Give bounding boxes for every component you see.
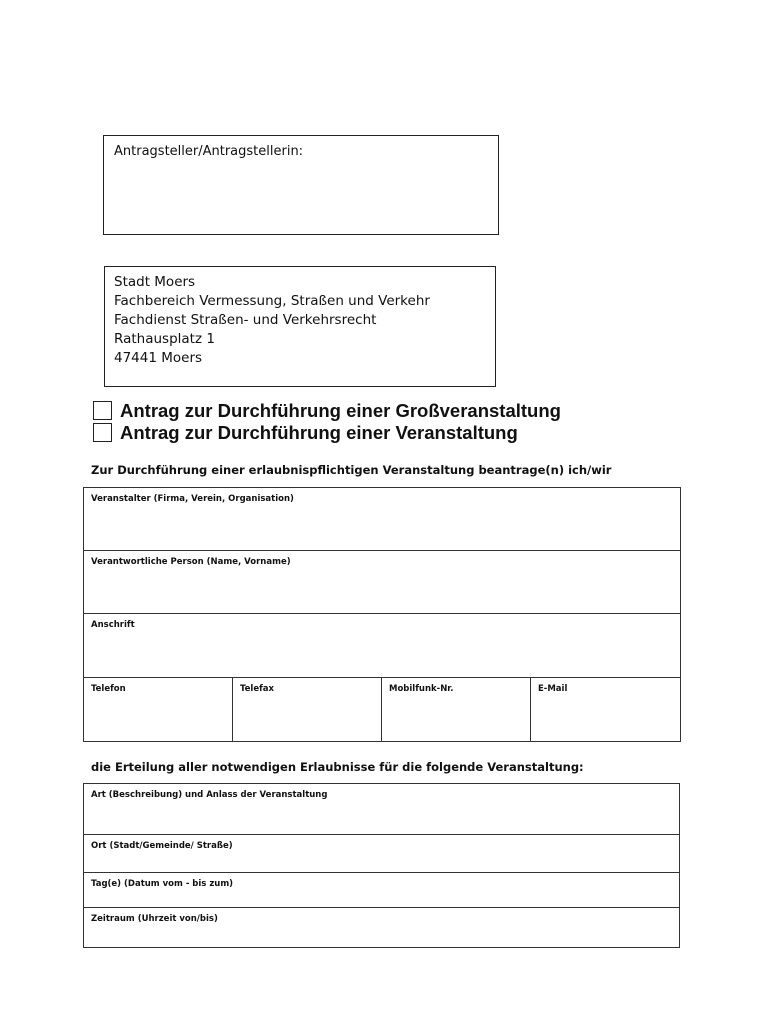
email-label: E-Mail <box>538 684 568 694</box>
telefon-field[interactable] <box>84 678 233 742</box>
tage-field[interactable] <box>84 873 680 908</box>
art-field[interactable] <box>84 784 680 835</box>
organizer-table <box>83 487 681 742</box>
recipient-line-3: Fachdienst Straßen- und Verkehrsrecht <box>114 312 377 328</box>
ort-label: Ort (Stadt/Gemeinde/ Straße) <box>91 841 233 851</box>
option-veranstaltung-label: Antrag zur Durchführung einer Veranstaltung <box>120 422 518 443</box>
mobilfunk-label: Mobilfunk-Nr. <box>389 684 454 694</box>
veranstalter-field[interactable] <box>84 488 681 551</box>
zeitraum-label: Zeitraum (Uhrzeit von/bis) <box>91 914 218 924</box>
checkbox-veranstaltung[interactable] <box>93 423 112 442</box>
checkbox-grossveranstaltung[interactable] <box>93 401 112 420</box>
option-grossveranstaltung-label: Antrag zur Durchführung einer Großveranstaltung <box>120 400 561 421</box>
art-label: Art (Beschreibung) und Anlass der Veranstaltung <box>91 790 328 800</box>
applicant-box[interactable] <box>103 135 499 235</box>
ort-field[interactable] <box>84 835 680 873</box>
recipient-line-5: 47441 Moers <box>114 350 203 366</box>
veranstalter-label: Veranstalter (Firma, Verein, Organisation) <box>91 494 294 504</box>
mobilfunk-field[interactable] <box>382 678 531 742</box>
anschrift-label: Anschrift <box>91 620 135 630</box>
recipient-line-2: Fachbereich Vermessung, Straßen und Verkehr <box>114 293 430 309</box>
recipient-line-1: Stadt Moers <box>114 274 196 290</box>
person-label: Verantwortliche Person (Name, Vorname) <box>91 557 291 567</box>
recipient-address-box <box>104 266 496 387</box>
tage-label: Tag(e) (Datum vom - bis zum) <box>91 879 234 889</box>
event-table <box>83 783 680 948</box>
email-field[interactable] <box>531 678 681 742</box>
applicant-label: Antragsteller/Antragstellerin: <box>114 144 304 159</box>
recipient-line-4: Rathausplatz 1 <box>114 331 215 347</box>
section2-heading: die Erteilung aller notwendigen Erlaubnisse für die folgende Veranstaltung: <box>91 760 584 774</box>
telefax-label: Telefax <box>240 684 275 694</box>
telefon-label: Telefon <box>91 684 126 694</box>
anschrift-field[interactable] <box>84 614 681 678</box>
section1-heading: Zur Durchführung einer erlaubnispflichtigen Veranstaltung beantrage(n) ich/wir <box>91 463 612 477</box>
telefax-field[interactable] <box>233 678 382 742</box>
person-field[interactable] <box>84 551 681 614</box>
zeitraum-field[interactable] <box>84 908 680 948</box>
